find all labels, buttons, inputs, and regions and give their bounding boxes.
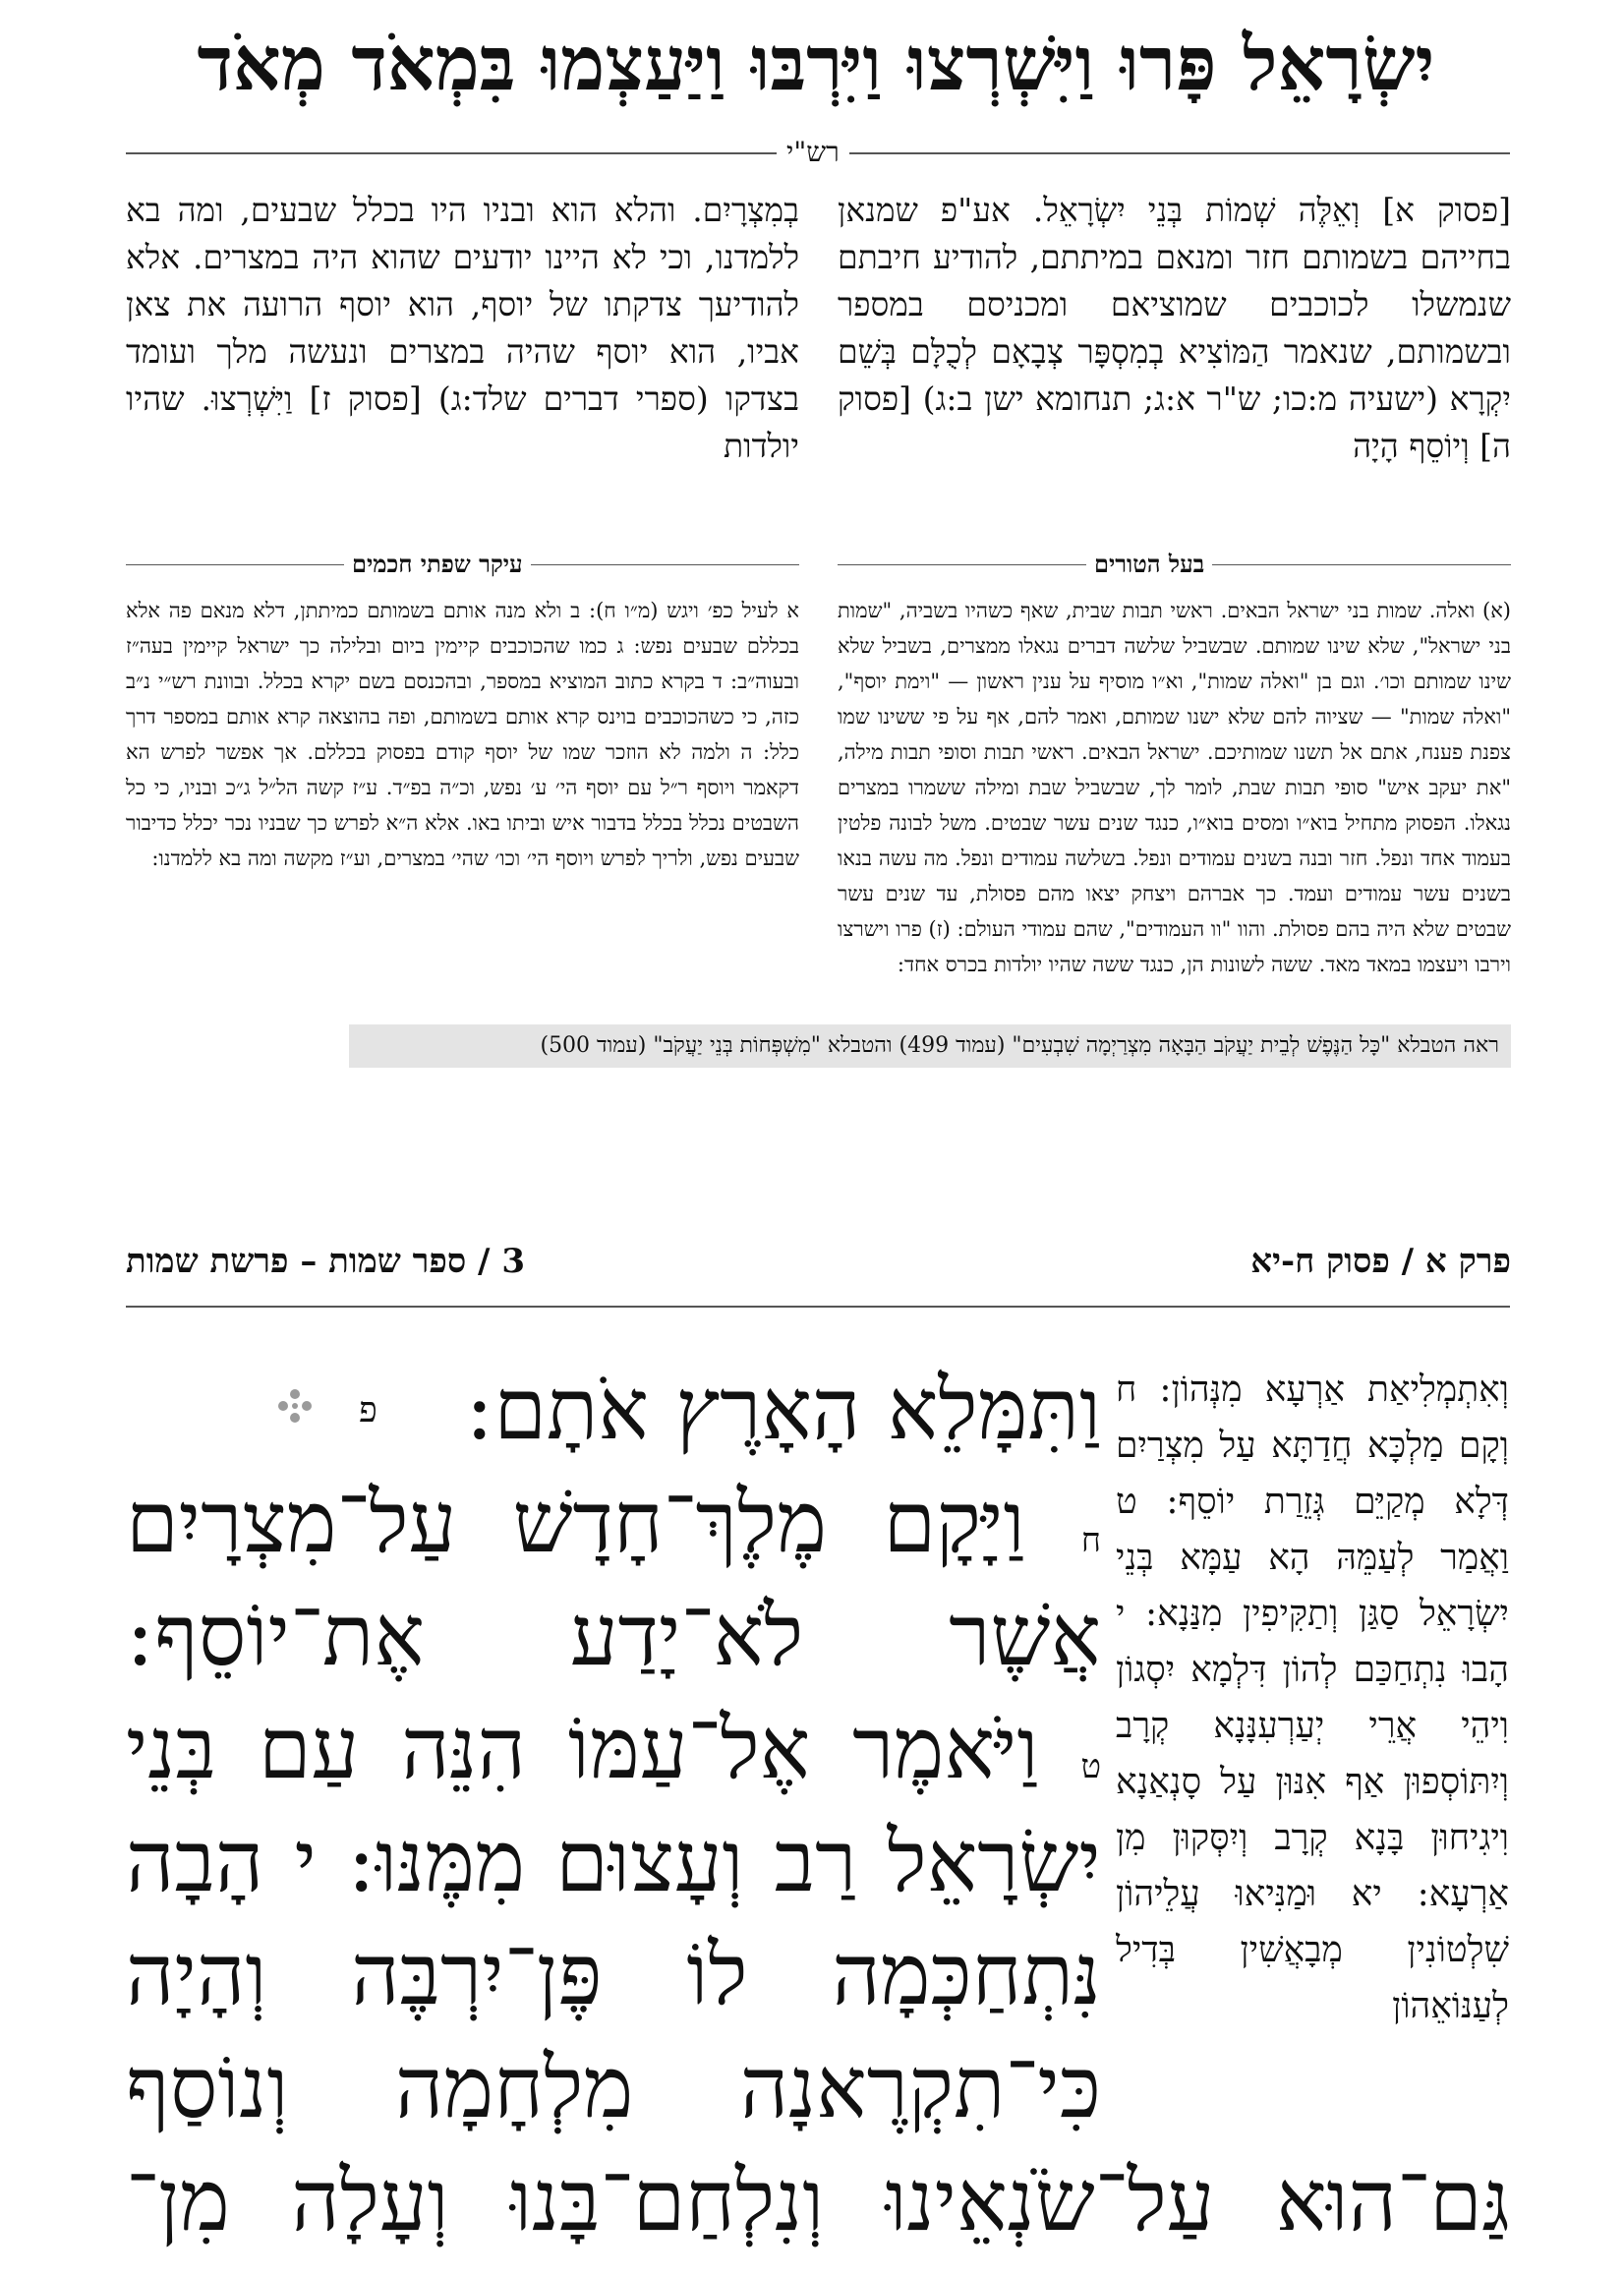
rashi-right-column: [פסוק א] וְאֵלֶּה שְׁמוֹת בְּנֵי יִשְׂרָאֵל. אע"פ שמנאן בחייהם בשמותם חזר ומנאם במיתתם, להודיע חיבתם שנמשלו לכוכבים שמוציאם ומכניסם במספר ובשמותם, שנאמר הַמּוֹצִיא בְמִסְפָּר צְבָאָם לְכֻלָּם בְּשֵׁם יִקְרָא (ישעיה מ:כו; ש"ר א:ג; תנחומא ישן ב:ג) [פסוק ה] וְיוֹסֵף הָיָה: [838, 191, 1511, 465]
verse-text: וַיָּקָם מֶלֶךְ־חָדָשׁ עַל־מִצְרָיִם: [126, 1474, 1025, 1572]
verse-text: יִשְׂרָאֵל רַב וְעָצוּם מִמֶּנּוּ: י הָבָה: [126, 1813, 1101, 1911]
verse-text: אֲשֶׁר לֹא־יָדַע אֶת־יוֹסֵף:: [126, 1587, 1101, 1685]
onkelos-column: וְאִתְמְלִיאַת אַרְעָא מִנְּהוֹן: ח וְקָם מַלְכָּא חֲדַתָּא עַל מִצְרַיִם דְּלָא מְקַיֵּם גְּזֵרַת יוֹסֵף: ט וַאֲמַר לְעַמֵּהּ הָא עַמָּא בְּנֵי יִשְׂרָאֵל סַגַּן וְתַקִּיפִין מִנַּנָא: י הָבוּ נִתְחַכַּם לְהוֹן דִּלְמָא יִסְגוֹן וִיהֵי אֲרֵי יְעַרְעִנָּנָא קְרָב וְיִתּוֹסְפוּן אַף אִנּוּן עַל סָנְאַנָא וִיגִיחוּן בָּנָא קְרָב וְיִסְּקוּן מִן אַרְעָא: יא וּמַנִּיאוּ עֲלֵיהוֹן שִׁלְטוֹנִין מְבָאֲשִׁין בְּדִיל לְעַנּוֹאֵהוֹן: [1116, 1370, 1509, 2026]
main-text-line-6: [126, 1920, 1101, 2030]
main-text-line-2: [126, 1468, 1101, 1596]
main-text-line-8: [126, 2146, 1510, 2256]
table-reference-box: ראה הטבלא "כָּל הַנֶּפֶשׁ לְבֵית יַעֲקֹב הַבָּאָה מִצְרַיְמָה שִׁבְעִים" (עמוד 499) והטבלא "מִשְׁפְּחוֹת בְּנֵי יַעֲקֹב" (עמוד 500): [349, 1024, 1511, 1068]
verse-text: וַתִּמָּלֵא הָאָרֶץ אֹתָם:: [465, 1361, 1101, 1459]
rashi-left-column: בְמִצְרָיִם. והלא הוא ובניו היו בכלל שבעים, ומה בא ללמדנו, וכי לא היינו יודעים שהוא היה במצרים. אלא להודיעך צדקתו של יוסף, הוא יוסף הרועה את צאן אביו, הוא יוסף שהיה במצרים ונעשה מלך ועומד בצדקו (ספרי דברים שלד:ג) [פסוק ז] וַיִּשְׁרְצוּ. שהיו יולדות: [126, 191, 799, 465]
baal-haturim-text: (א) ואלה. שמות בני ישראל הבאים. ראשי תבות שבית, שאף כשהיו בשביה, "שמות בני ישראל", שלא שינו שמותם. שבשביל שלשה דברים נגאלו ממצרים, בשביל שלא שינו שמותם וכו׳. וגם בן "ואלה שמות", וא״ו מוסיף על ענין ראשון — "וימת יוסף", "ואלה שמות" — שציוה להם שלא ישנו שמותם, ואמר להם, אף על פי ששינו שמו צפנת פענח, אתם אל תשנו שמותיכם. ישראל הבאים. ראשי תבות וסופי תבות מילה, "את יעקב איש" סופי תבות שבת, לומר לך, שבשביל שבת ומילה ששמרו במצרים נגאלו. הפסוק מתחיל בוא״ו ומסים בוא״ו, כנגד שנים עשר שבטים. משל לבונה פלטין בעמוד אחד ונפל. חזר ובנה בשנים עמודים ונפל. בשלשה עמודים ונפל. מה עשה בנאו בשנים עשר עמודים ועמד. כך אברהם ויצחק יצאו מהם פסולת, עד שנים עשר שבטים שלא היה בהם פסולת. והוו "וו העמודים", שהם עמודי העולם: (ז) פרו וישרצו וירבו ויעצמו במאד מאד. ששה לשונות הן, כנגד ששה שהיו יולדות בכרס אחד:: [838, 599, 1511, 976]
verse-text: כִּי־תִקְרֶאנָה מִלְחָמָה וְנוֹסַף: [126, 2039, 1101, 2137]
rashi-label: רש"י: [777, 136, 849, 169]
main-text-line-5: [126, 1807, 1101, 1917]
page-header-rule: [126, 1306, 1510, 1308]
main-text-line-1: [413, 1355, 1101, 1483]
ikar-siftei-header: עיקר שפתי חכמים: [344, 551, 531, 578]
verse-number: ח: [1080, 1521, 1101, 1560]
page-header-chapter: פרק א / פסוק ח-יא: [1250, 1242, 1511, 1281]
main-text-line-3: [126, 1581, 1101, 1691]
verse-text: נִּתְחַכְּמָה לוֹ פֶּן־יִרְבֶּה וְהָיָה: [126, 1926, 1101, 2024]
page-header-book: 3 / ספר שמות – פרשת שמות: [126, 1242, 525, 1281]
setuma-marker: פ: [359, 1390, 377, 1430]
verse-number: ט: [1080, 1747, 1101, 1786]
ornament-cross-icon: [275, 1386, 315, 1426]
verse-text: גַּם־הוּא עַל־שֹׂנְאֵינוּ וְנִלְחַם־בָּנוּ וְעָלָה מִן־: [126, 2152, 1510, 2250]
main-text-line-7: [126, 2033, 1101, 2143]
baal-haturim-header: בעל הטורים: [1086, 551, 1212, 578]
ikar-siftei-text: א לעיל כפ׳ ויגש (מ״ו ח): ב ולא מנה אותם בשמותם כמיתתן, דלא מנאם פה אלא בכללם שבעים נפש: ג כמו שהכוכבים קיימין ביום ובלילה כך ישראל קיימין בעה״ז ובעוה״ב: ד בקרא כתוב המוציא במספר, ובהכנסם בשם יקרא בכלל. ובוונת רש״י נ״ב כזה, כי כשהכוכבים בוינס קרא אותם בשמותם, ופה בהוצאה קרא אותם במספר דרך כלל: ה ולמה לא הוזכר שמו של יוסף קודם בפסוק בכללם. אך אפשר לפרש הא דקאמר ויוסף ר״ל עם יוסף הי׳ ע׳ נפש, וכ״ה בפ״ד. ע״ז קשה הל״ל ג״כ ובניו, כי כל השבטים נכלל בכלל בדבור איש וביתו באו. אלא ה״א לפרש כך שבניו נכר יכלל כדיבור שבעים נפש, ולריך לפרש ויוסף הי׳ וכו׳ שהי׳ במצרים, וע״ז מקשה ומה בא ללמדנו:: [126, 599, 799, 870]
verse-text: וַיֹּאמֶר אֶל־עַמּוֹ הִנֵּה עַם בְּנֵי: [126, 1700, 1039, 1798]
top-verse-line: יִשְׂרָאֵל פָּרוּ וַיִּשְׁרְצוּ וַיִּרְבּוּ וַיַּעַצְמוּ בִּמְאֹד מְאֹד: [197, 20, 1435, 107]
main-text-line-4: [126, 1694, 1101, 1822]
